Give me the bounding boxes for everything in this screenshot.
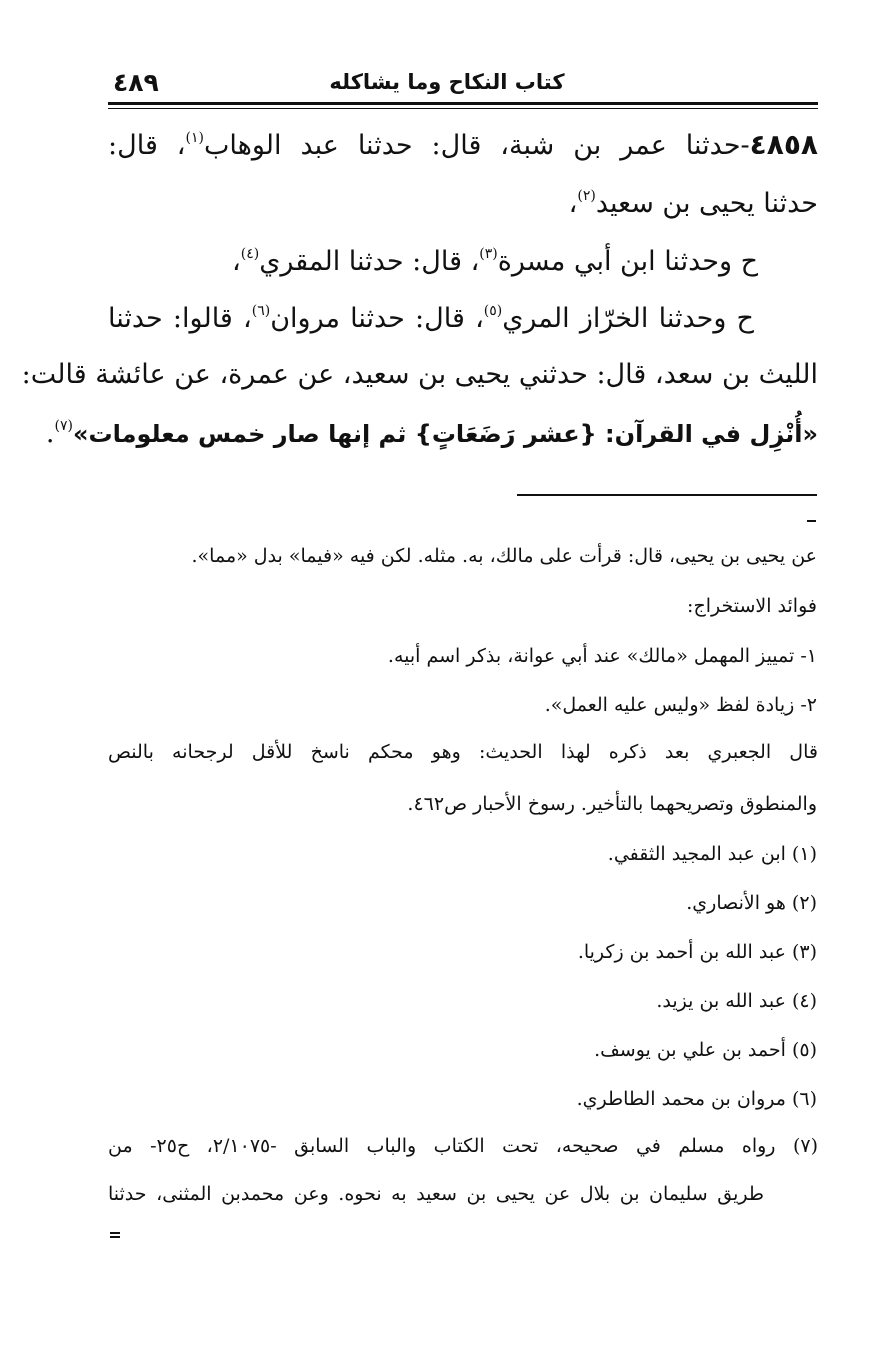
footnote-2: (٢) هو الأنصاري. bbox=[686, 892, 817, 914]
continuation-mark-top bbox=[807, 520, 816, 522]
footnote-7-line-2: طريق سليمان بن بلال عن يحيى بن سعيد به نحوه. وعن محمدبن المثنى، حدثنا bbox=[108, 1183, 764, 1205]
hadith-line-6: «أُنْزِل في القرآن: {عشر رَضَعَاتٍ} ثم إنها صار خمس معلومات»$^{(٧)}$. bbox=[45, 418, 818, 449]
footnote-ref: (١) bbox=[185, 130, 204, 146]
hadith-line-3: ح وحدثنا ابن أبي مسرة$^{(٣)}$، قال: حدثنا المقري$^{(٤)}$، bbox=[232, 246, 758, 277]
running-header-title: كتاب النكاح وما يشاكله bbox=[329, 70, 565, 94]
hadith-number: ٤٨٥٨ bbox=[749, 128, 818, 161]
footnote-7-line-1: (٧) رواه مسلم في صحيحه، تحت الكتاب والباب السابق -٢/١٠٧٥، ح٢٥- من bbox=[108, 1135, 818, 1157]
benefit-1: ١- تمييز المهمل «مالك» عند أبي عوانة، بذكر اسم أبيه. bbox=[387, 645, 817, 667]
footnote-ref: (٤) bbox=[240, 246, 260, 262]
footnote-ref: (٧) bbox=[54, 418, 73, 434]
jabari-line-1: قال الجعبري بعد ذكره لهذا الحديث: وهو محكم ناسخ للأقل لرجحانه بالنص bbox=[108, 741, 818, 763]
footnote-ref: (٦) bbox=[251, 303, 271, 319]
footnote-ref: (٢) bbox=[577, 188, 596, 204]
footnote-ref: (٣) bbox=[479, 246, 498, 262]
footnote-5: (٥) أحمد بن علي بن يوسف. bbox=[594, 1039, 817, 1061]
hadith-line-5: الليث بن سعد، قال: حدثني يحيى بن سعيد، عن عمرة، عن عائشة قالت: bbox=[21, 359, 818, 390]
header-rule-thick bbox=[108, 102, 818, 105]
footnote-4: (٤) عبد الله بن يزيد. bbox=[656, 990, 817, 1012]
hadith-matn: «أُنْزِل في القرآن: {عشر رَضَعَاتٍ} ثم إنها صار خمس معلومات» bbox=[72, 420, 818, 448]
footnote-ref: (٥) bbox=[483, 303, 503, 319]
footnote-3: (٣) عبد الله بن أحمد بن زكريا. bbox=[577, 941, 817, 963]
footnote-6: (٦) مروان بن محمد الطاطري. bbox=[576, 1088, 817, 1110]
hadith-line-2: حدثنا يحيى بن سعيد$^{(٢)}$، bbox=[568, 188, 818, 219]
jabari-line-2: والمنطوق وتصريحهما بالتأخير. رسوخ الأحبار ص٤٦٢. bbox=[407, 793, 817, 815]
benefit-2: ٢- زيادة لفظ «وليس عليه العمل». bbox=[544, 694, 817, 716]
hadith-line-4: ح وحدثنا الخرّاز المري$^{(٥)}$، قال: حدثنا مروان$^{(٦)}$، قالوا: حدثنا bbox=[108, 303, 754, 334]
header-rule-thin bbox=[108, 108, 818, 109]
note-continuation: عن يحيى بن يحيى، قال: قرأت على مالك، به. مثله. لكن فيه «فيما» بدل «مما». bbox=[191, 545, 817, 567]
footnote-1: (١) ابن عبد المجيد الثقفي. bbox=[607, 843, 817, 865]
hadith-line-1: ٤٨٥٨-حدثنا عمر بن شبة، قال: حدثنا عبد الوهاب$^{(١)}$، قال: bbox=[108, 128, 818, 161]
continuation-mark-bottom bbox=[110, 1232, 120, 1238]
page-number: ٤٨٩ bbox=[113, 68, 159, 97]
footnote-separator bbox=[517, 494, 817, 496]
benefits-title: فوائد الاستخراج: bbox=[687, 595, 817, 617]
